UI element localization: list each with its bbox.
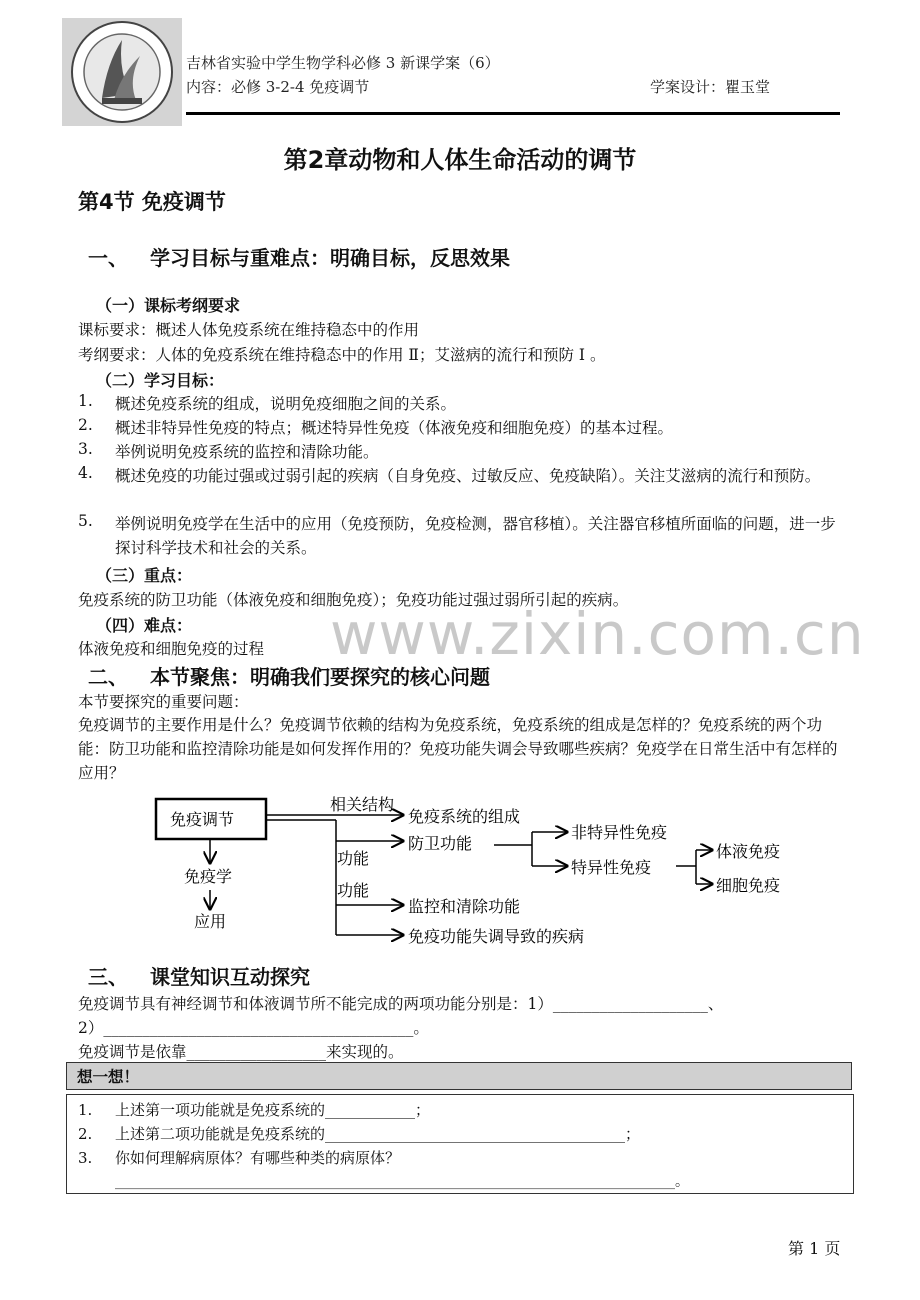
- think-number: 1.: [78, 1101, 93, 1119]
- diagram-root: 免疫调节: [170, 810, 235, 829]
- fill-question-1a: 免疫调节具有神经调节和体液调节所不能完成的两项功能分别是：1）____________________、: [78, 995, 724, 1013]
- goal-text: 举例说明免疫系统的监控和清除功能。: [115, 443, 379, 461]
- diagram-specific: 特异性免疫: [571, 858, 652, 877]
- think-number: 3.: [78, 1149, 93, 1167]
- part2-title: 本节聚焦：明确我们要探究的核心问题: [150, 665, 490, 689]
- part3-heading: [88, 961, 310, 990]
- goal-text: 概述非特异性免疫的特点；概述特异性免疫（体液免疫和细胞免疫）的基本过程。: [115, 419, 674, 437]
- goal-number: 3.: [78, 440, 93, 458]
- section-title: 第4节 免疫调节: [78, 190, 226, 214]
- header-line-2: 内容：必修 3-2-4 免疫调节: [186, 78, 370, 96]
- think-item: [78, 1147, 400, 1168]
- standard-text: 课标要求：概述人体免疫系统在维持稳态中的作用: [78, 321, 420, 339]
- fill-question-2: 免疫调节是依靠__________________来实现的。: [78, 1043, 404, 1061]
- think-header: 想一想！: [66, 1062, 852, 1090]
- goal-number: 4.: [78, 464, 93, 482]
- part3-title: 课堂知识互动探究: [150, 965, 310, 989]
- diagram-monitor: 监控和清除功能: [408, 897, 521, 916]
- answer-line: ________________________________________________________________________________。: [115, 1174, 689, 1190]
- think-item: [78, 1099, 430, 1120]
- think-text: 上述第二项功能就是免疫系统的________________________________________；: [115, 1125, 641, 1143]
- chapter-title: 第2章动物和人体生命活动的调节: [283, 146, 637, 174]
- part2-num: 二、: [88, 665, 128, 689]
- part1-num: 一、: [88, 246, 128, 270]
- diagram-composition: 免疫系统的组成: [408, 807, 521, 826]
- fill-question-1b: 2）________________________________________。: [78, 1019, 429, 1037]
- goal-number: 1.: [78, 392, 93, 410]
- watermark: www.zixin.com.cn: [330, 600, 865, 668]
- think-text: 上述第一项功能就是免疫系统的____________；: [115, 1101, 431, 1119]
- goal-number: 2.: [78, 416, 93, 434]
- sub3-heading: （三）重点：: [96, 566, 193, 585]
- sub2-heading: （二）学习目标：: [96, 371, 225, 390]
- think-item: [78, 1123, 640, 1144]
- diagram-immunology: 免疫学: [184, 867, 233, 886]
- key-text: 免疫系统的防卫功能（体液免疫和细胞免疫）；免疫功能过强过弱所引起的疾病。: [78, 591, 629, 609]
- diagram-related-structure: 相关结构: [330, 795, 395, 814]
- part2-questions: 免疫调节的主要作用是什么？免疫调节依赖的结构为免疫系统，免疫系统的组成是怎样的？免疫系统的两个功能：防卫功能和监控清除功能是如何发挥作用的？免疫功能失调会导致哪些疾病？免疫学在日常生活中有怎样的应用？: [78, 716, 838, 782]
- goal-text: 举例说明免疫学在生活中的应用（免疫预防，免疫检测，器官移植）。关注器官移植所面临的问题，进一步探讨科学技术和社会的关系。: [115, 515, 836, 557]
- diagram-function-2: 功能: [337, 881, 370, 900]
- difficulty-text: 体液免疫和细胞免疫的过程: [78, 640, 265, 658]
- sub4-heading: （四）难点：: [96, 616, 193, 635]
- diagram-cellular: 细胞免疫: [716, 876, 781, 895]
- page-number: 第 1 页: [788, 1239, 841, 1258]
- goal-text: 概述免疫系统的组成，说明免疫细胞之间的关系。: [115, 395, 457, 413]
- think-number: 2.: [78, 1125, 93, 1143]
- diagram-function-1: 功能: [337, 849, 370, 868]
- diagram-application: 应用: [194, 912, 227, 931]
- diagram-humoral: 体液免疫: [716, 842, 781, 861]
- part2-intro: 本节要探究的重要问题：: [78, 693, 249, 711]
- header-line-1: 吉林省实验中学生物学科必修 3 新课学案（6）: [186, 54, 500, 72]
- part1-title: 学习目标与重难点：明确目标，反思效果: [150, 246, 510, 270]
- sub1-heading: （一）课标考纲要求: [96, 296, 241, 315]
- diagram-defense: 防卫功能: [408, 834, 473, 853]
- diagram-nonspecific: 非特异性免疫: [571, 823, 668, 842]
- think-text: 你如何理解病原体？有哪些种类的病原体？: [115, 1149, 401, 1167]
- exam-text: 考纲要求：人体的免疫系统在维持稳态中的作用 Ⅱ；艾滋病的流行和预防 Ⅰ 。: [78, 346, 606, 364]
- part3-num: 三、: [88, 965, 128, 989]
- header-designer: 学案设计：瞿玉堂: [650, 78, 771, 96]
- goal-text: 概述免疫的功能过强或过弱引起的疾病（自身免疫、过敏反应、免疫缺陷）。关注艾滋病的流行和预防。: [115, 467, 821, 485]
- goal-number: 5.: [78, 512, 93, 530]
- diagram-disorder: 免疫功能失调导致的疾病: [408, 927, 585, 946]
